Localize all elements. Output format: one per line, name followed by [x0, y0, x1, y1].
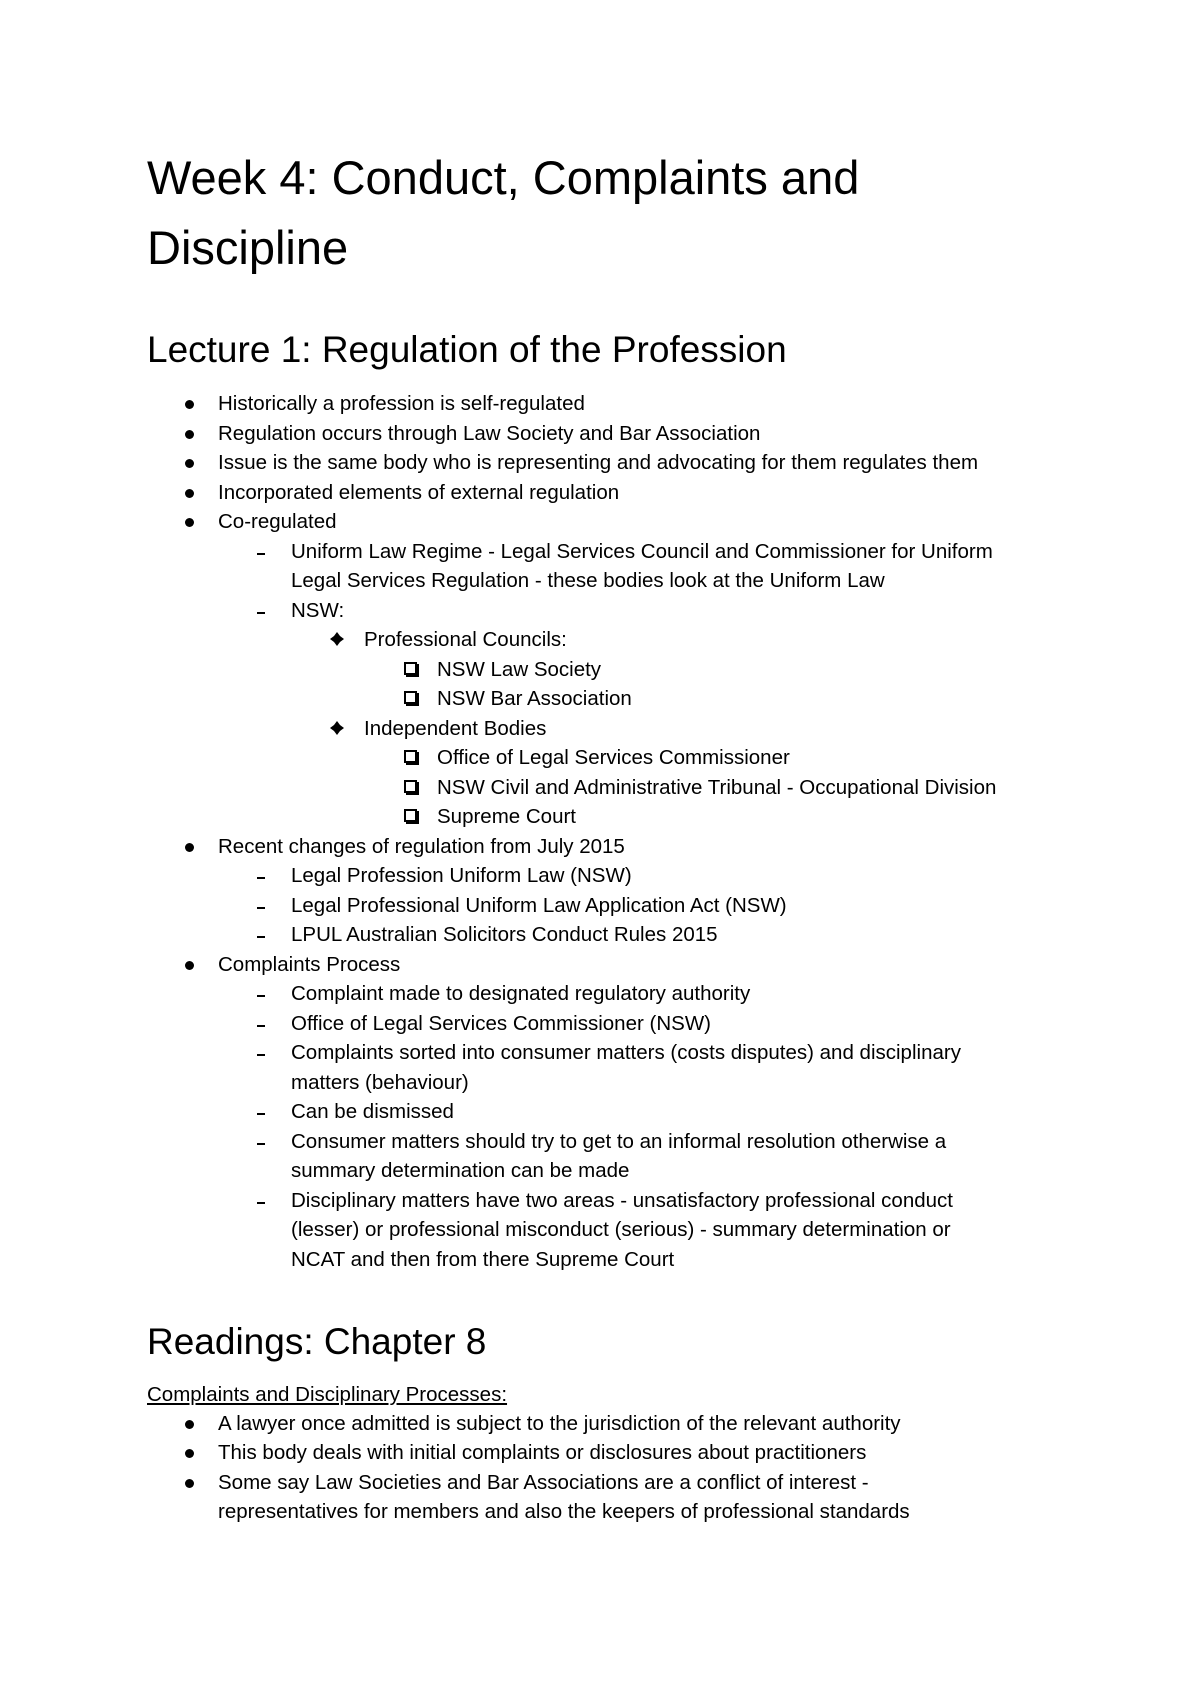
list-item: NSW Law Society — [437, 658, 602, 681]
list-item: Legal Profession Uniform Law (NSW) — [291, 864, 632, 887]
dash-icon — [257, 995, 265, 997]
readings-item: Some say Law Societies and Bar Associations are a conflict of interest - — [218, 1471, 869, 1494]
dash-icon — [257, 612, 265, 614]
list-item: Complaint made to designated regulatory authority — [291, 982, 751, 1005]
list-item-continuation: summary determination can be made — [291, 1159, 630, 1182]
lecture-item: Issue is the same body who is representing and advocating for them regulates them — [218, 451, 979, 474]
page-title-line-1: Week 4: Conduct, Complaints and — [147, 151, 860, 204]
list-item: Office of Legal Services Commissioner — [437, 746, 790, 769]
list-item-continuation: Legal Services Regulation - these bodies look at the Uniform Law — [291, 569, 885, 592]
lecture-item: Co-regulated — [218, 510, 337, 533]
readings-heading: Readings: Chapter 8 — [147, 1321, 487, 1362]
dash-icon — [257, 877, 265, 879]
list-item-continuation: matters (behaviour) — [291, 1071, 469, 1094]
lecture-item: Recent changes of regulation from July 2015 — [218, 835, 625, 858]
list-item: Office of Legal Services Commissioner (NSW) — [291, 1012, 711, 1035]
bullet-icon — [185, 1449, 194, 1458]
lecture-item: Regulation occurs through Law Society and Bar Association — [218, 422, 761, 445]
lecture-item: Complaints Process — [218, 953, 401, 976]
checkbox-bullet-icon — [404, 809, 417, 822]
readings-item: A lawyer once admitted is subject to the jurisdiction of the relevant authority — [218, 1412, 901, 1435]
dash-icon — [257, 907, 265, 909]
list-item: Uniform Law Regime - Legal Services Council and Commissioner for Uniform — [291, 540, 993, 563]
diamond-bullet-icon — [330, 721, 344, 735]
readings-item: This body deals with initial complaints or disclosures about practitioners — [218, 1441, 867, 1464]
list-item: Legal Professional Uniform Law Application Act (NSW) — [291, 894, 787, 917]
checkbox-bullet-icon — [404, 780, 417, 793]
list-item: Consumer matters should try to get to an informal resolution otherwise a — [291, 1130, 947, 1153]
list-item: LPUL Australian Solicitors Conduct Rules 2015 — [291, 923, 718, 946]
bullet-icon — [185, 489, 194, 498]
bullet-icon — [185, 400, 194, 409]
lecture-item: Historically a profession is self-regulated — [218, 392, 585, 415]
bullet-icon — [185, 961, 194, 970]
bullet-icon — [185, 1479, 194, 1488]
list-item-continuation: NCAT and then from there Supreme Court — [291, 1248, 675, 1271]
bullet-icon — [185, 430, 194, 439]
list-item: Independent Bodies — [364, 717, 547, 740]
diamond-bullet-icon — [330, 632, 344, 646]
list-item-continuation: (lesser) or professional misconduct (serious) - summary determination or — [291, 1218, 951, 1241]
readings-subheading: Complaints and Disciplinary Processes: — [147, 1383, 508, 1406]
bullet-icon — [185, 518, 194, 527]
lecture-heading: Lecture 1: Regulation of the Profession — [147, 329, 787, 370]
lecture-item: Incorporated elements of external regulation — [218, 481, 620, 504]
dash-icon — [257, 1054, 265, 1056]
list-item: NSW Civil and Administrative Tribunal - Occupational Division — [437, 776, 997, 799]
dash-icon — [257, 936, 265, 938]
dash-icon — [257, 1113, 265, 1115]
dash-icon — [257, 1143, 265, 1145]
checkbox-bullet-icon — [404, 750, 417, 763]
bullet-icon — [185, 1420, 194, 1429]
checkbox-bullet-icon — [404, 662, 417, 675]
list-item: NSW Bar Association — [437, 687, 632, 710]
dash-icon — [257, 553, 265, 555]
list-item: Can be dismissed — [291, 1100, 454, 1123]
dash-icon — [257, 1025, 265, 1027]
checkbox-bullet-icon — [404, 691, 417, 704]
bullet-icon — [185, 843, 194, 852]
page-title-line-2: Discipline — [147, 221, 349, 274]
list-item: NSW: — [291, 599, 345, 622]
bullet-icon — [185, 459, 194, 468]
list-item: Complaints sorted into consumer matters (costs disputes) and disciplinary — [291, 1041, 961, 1064]
dash-icon — [257, 1202, 265, 1204]
readings-item-continuation: representatives for members and also the keepers of professional standards — [218, 1500, 910, 1523]
list-item: Disciplinary matters have two areas - unsatisfactory professional conduct — [291, 1189, 953, 1212]
list-item: Professional Councils: — [364, 628, 567, 651]
list-item: Supreme Court — [437, 805, 577, 828]
